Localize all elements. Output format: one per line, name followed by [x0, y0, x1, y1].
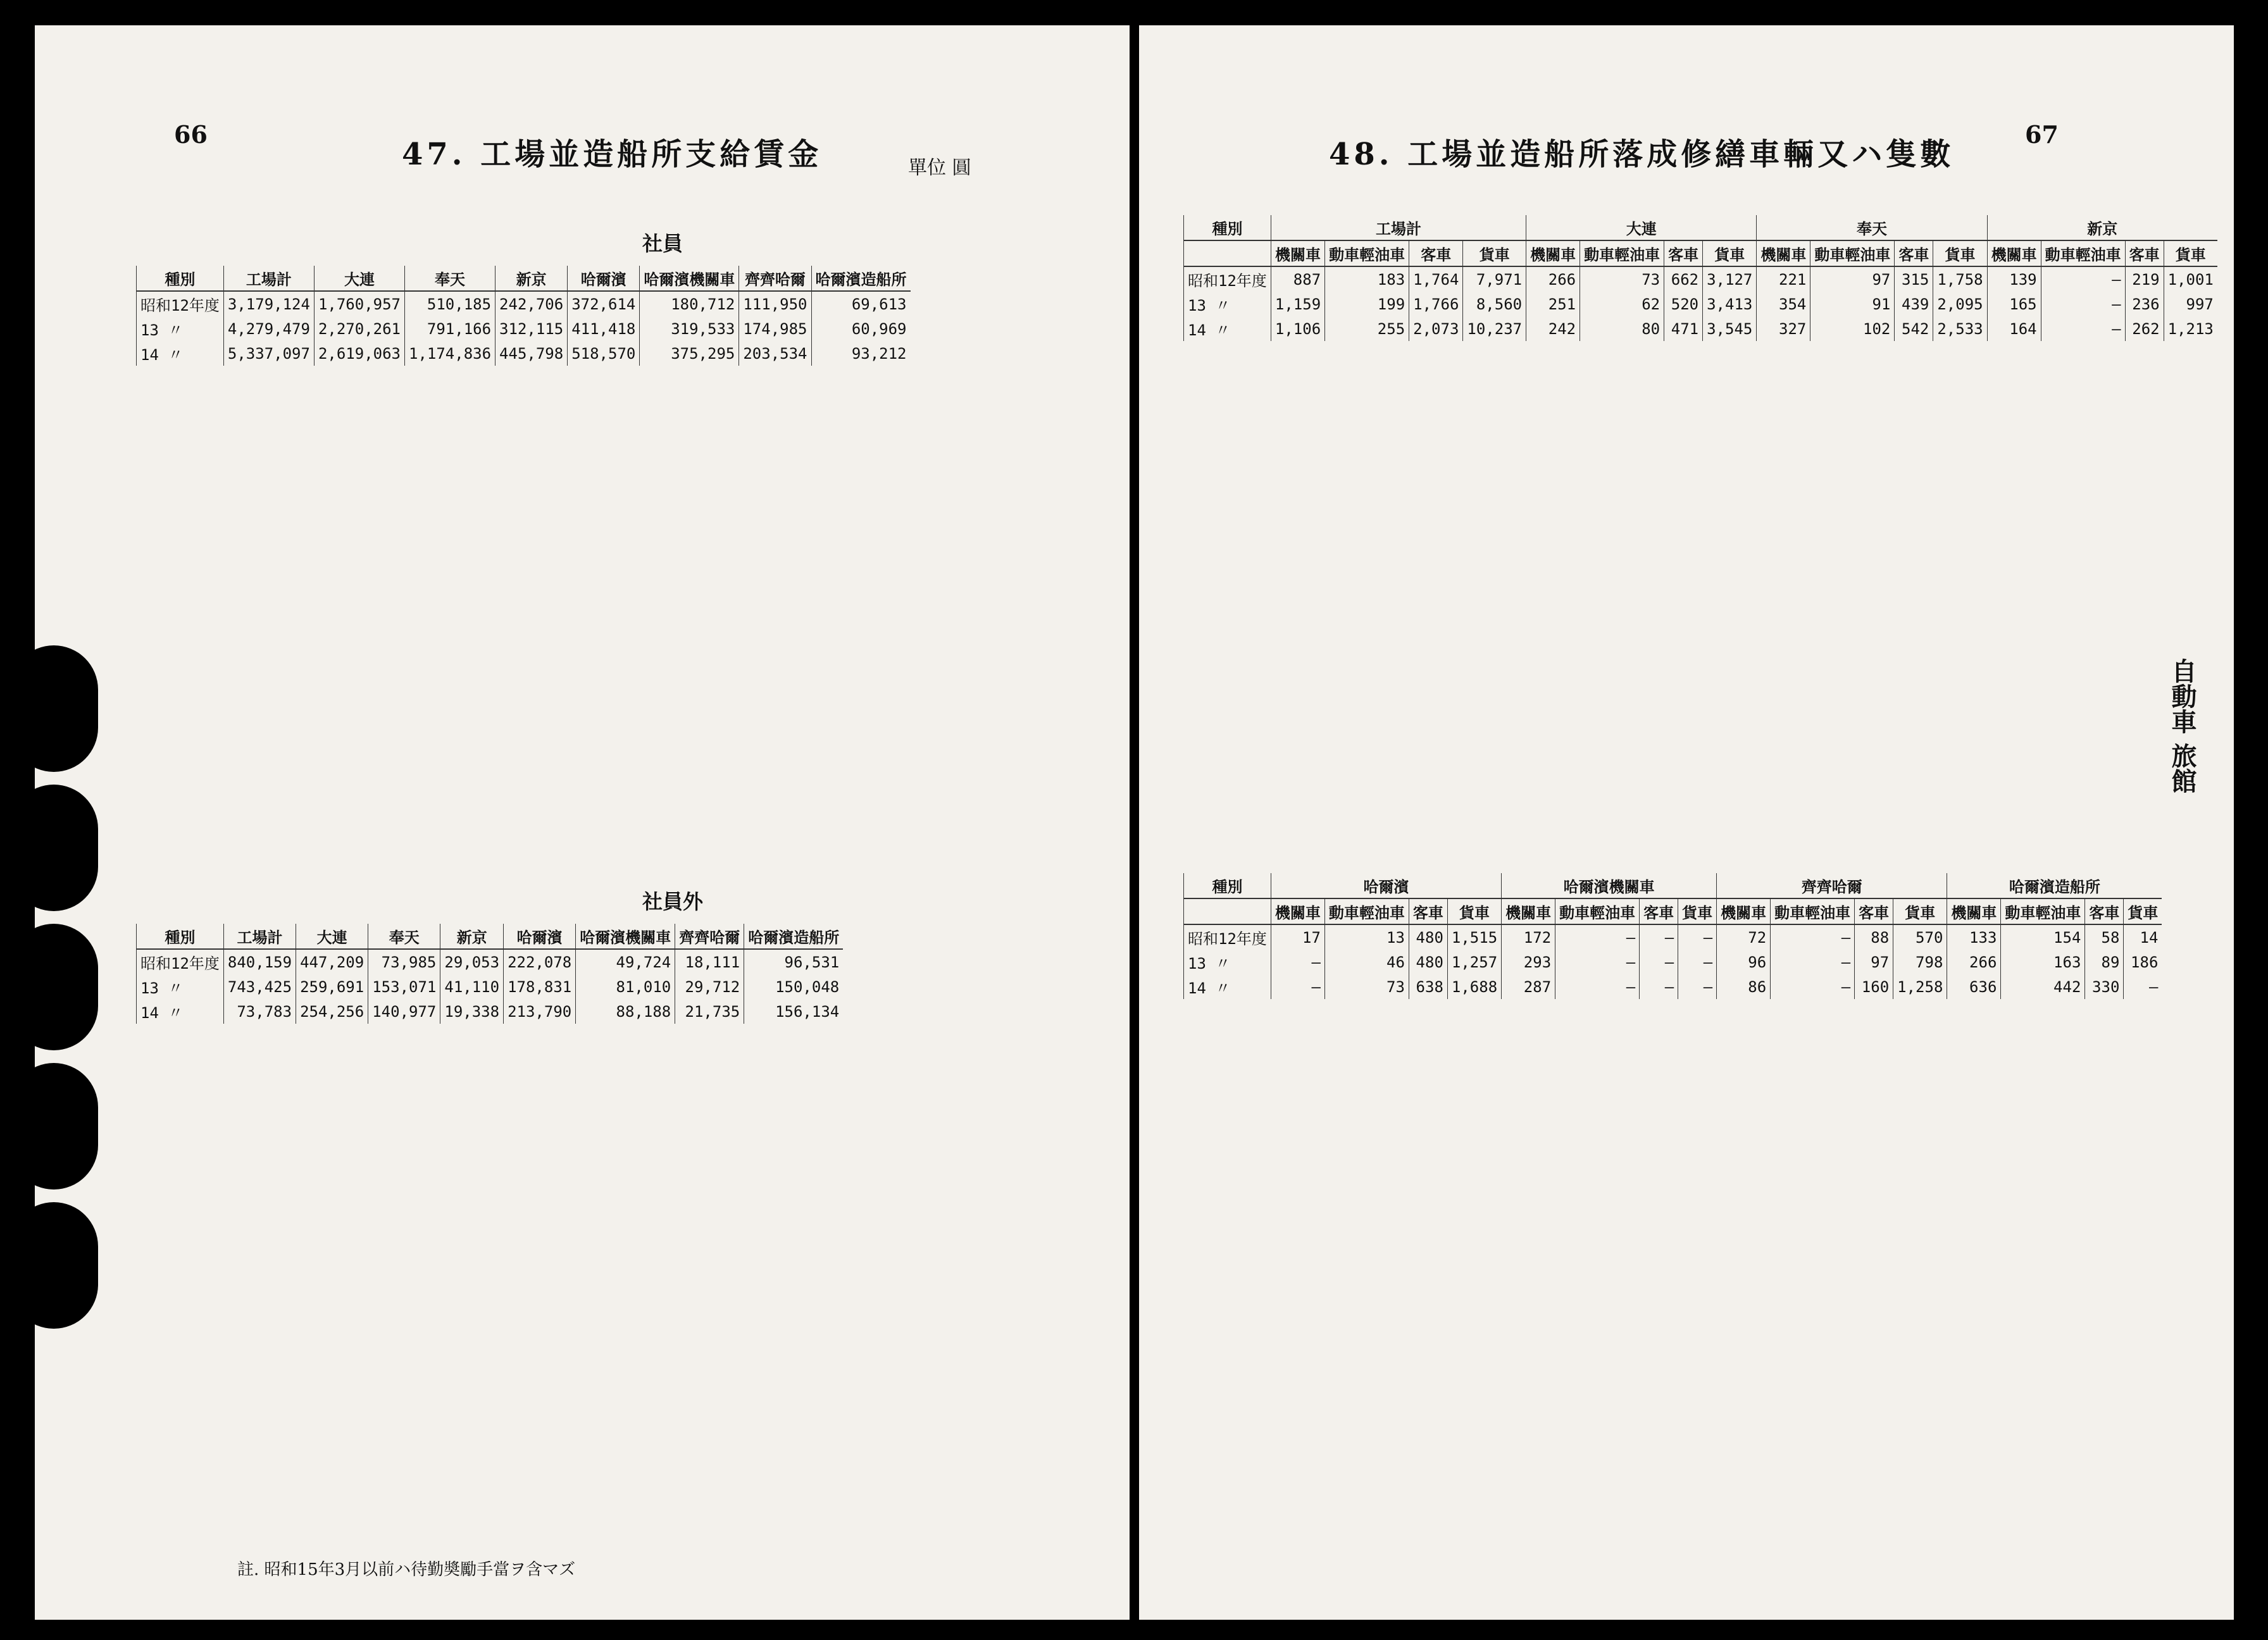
table-cell: 743,425 [223, 974, 296, 999]
table-row [137, 316, 911, 341]
section-heading: 社員 [642, 232, 683, 256]
table-cell: 236 [2125, 292, 2164, 316]
table-cell: 3,179,124 [223, 291, 314, 316]
table-cell: 1,257 [1447, 950, 1501, 974]
table-row [137, 949, 844, 974]
table-cell: 19,338 [440, 999, 504, 1024]
table-row [137, 341, 911, 366]
table-cell: 97 [1810, 266, 1895, 292]
column-header: 機關車 [1271, 240, 1324, 266]
column-header: 種別 [137, 266, 224, 291]
row-label: 昭和12年度 [137, 291, 224, 316]
column-header: 大連 [296, 924, 368, 949]
table-cell: — [1555, 974, 1640, 999]
column-header: 貨車 [1703, 240, 1757, 266]
wages-table-staff [136, 266, 911, 366]
table-cell: 266 [1526, 266, 1580, 292]
table-cell: 96 [1717, 950, 1771, 974]
column-header: 機關車 [1271, 898, 1324, 924]
table-cell: 791,166 [405, 316, 495, 341]
table-cell: 199 [1325, 292, 1409, 316]
table-cell: 510,185 [405, 291, 495, 316]
table-cell: 111,950 [739, 291, 811, 316]
table-cell: 203,534 [739, 341, 811, 366]
table-cell: — [1555, 924, 1640, 950]
table-cell: 2,270,261 [314, 316, 404, 341]
table-row [137, 974, 844, 999]
column-header: 動車輕油車 [2041, 240, 2125, 266]
table-cell: 520 [1664, 292, 1703, 316]
table-cell: 259,691 [296, 974, 368, 999]
binding-hole [9, 645, 98, 772]
column-header: 奉天 [368, 924, 440, 949]
column-header: 貨車 [1463, 240, 1526, 266]
table-cell: — [1771, 974, 1855, 999]
column-header: 機關車 [1947, 898, 2001, 924]
table-cell: 570 [1893, 924, 1947, 950]
column-header: 哈爾濱造船所 [811, 266, 911, 291]
table-cell: 160 [1855, 974, 1893, 999]
table-cell: 2,533 [1933, 316, 1987, 341]
table-cell: 4,279,479 [223, 316, 314, 341]
binding-hole [9, 1202, 98, 1329]
table-cell: 133 [1947, 924, 2001, 950]
table-cell: 840,159 [223, 949, 296, 974]
column-header: 新京 [495, 266, 568, 291]
row-label: 13 〃 [137, 974, 224, 999]
table-row [1184, 266, 2217, 292]
section-heading: 社員外 [642, 890, 704, 914]
column-header: 動車輕油車 [1771, 898, 1855, 924]
table-cell: 8,560 [1463, 292, 1526, 316]
table-row [1184, 974, 2162, 999]
table-cell: 542 [1895, 316, 1933, 341]
unit-label: 單位 圓 [908, 157, 971, 179]
table-cell: 354 [1757, 292, 1810, 316]
table-cell: 251 [1526, 292, 1580, 316]
table-cell: — [1271, 974, 1324, 999]
table-cell: 242 [1526, 316, 1580, 341]
column-header: 貨車 [2164, 240, 2217, 266]
column-header: 貨車 [2124, 898, 2162, 924]
column-header: 客車 [1640, 898, 1678, 924]
table-cell: 174,985 [739, 316, 811, 341]
table-cell: 254,256 [296, 999, 368, 1024]
column-header: 貨車 [1933, 240, 1987, 266]
row-label: 13 〃 [1184, 292, 1271, 316]
table-cell: 150,048 [744, 974, 844, 999]
table-cell: 480 [1409, 924, 1447, 950]
group-header: 新京 [1987, 215, 2217, 240]
page-number: 67 [2025, 120, 2059, 149]
table-cell: 445,798 [495, 341, 568, 366]
table-cell: 62 [1580, 292, 1664, 316]
table-cell: 69,613 [811, 291, 911, 316]
table-cell: 213,790 [504, 999, 576, 1024]
column-header: 機關車 [1526, 240, 1580, 266]
table-cell: 89 [2085, 950, 2124, 974]
column-header [1184, 240, 1271, 266]
table-cell: 327 [1757, 316, 1810, 341]
table-cell: 10,237 [1463, 316, 1526, 341]
table-cell: 2,619,063 [314, 341, 404, 366]
table-cell: 41,110 [440, 974, 504, 999]
table-cell: 887 [1271, 266, 1324, 292]
table-row [1184, 292, 2217, 316]
table-cell: 163 [2001, 950, 2085, 974]
column-header: 哈爾濱機關車 [576, 924, 675, 949]
table-cell: 315 [1895, 266, 1933, 292]
table-cell: 91 [1810, 292, 1895, 316]
column-header: 貨車 [1447, 898, 1501, 924]
table-cell: 518,570 [568, 341, 640, 366]
table-row [1184, 316, 2217, 341]
column-header: 哈爾濱 [504, 924, 576, 949]
column-header: 客車 [1895, 240, 1933, 266]
table-cell: 442 [2001, 974, 2085, 999]
column-header: 動車輕油車 [1580, 240, 1664, 266]
column-header: 客車 [1409, 240, 1463, 266]
table-cell: 1,760,957 [314, 291, 404, 316]
binding-hole [9, 924, 98, 1050]
table-cell: 2,095 [1933, 292, 1987, 316]
table-cell: 411,418 [568, 316, 640, 341]
table-row [1184, 950, 2162, 974]
column-header: 動車輕油車 [2001, 898, 2085, 924]
table-cell: 439 [1895, 292, 1933, 316]
table-cell: 17 [1271, 924, 1324, 950]
group-header: 哈爾濱造船所 [1947, 873, 2162, 898]
column-header: 動車輕油車 [1810, 240, 1895, 266]
table-cell: 172 [1502, 924, 1555, 950]
table-cell: — [2041, 316, 2125, 341]
table-cell: 5,337,097 [223, 341, 314, 366]
column-header: 哈爾濱 [568, 266, 640, 291]
column-header: 工場計 [223, 266, 314, 291]
table-cell: 72 [1717, 924, 1771, 950]
table-cell: — [1771, 950, 1855, 974]
table-cell: 447,209 [296, 949, 368, 974]
table-cell: 3,127 [1703, 266, 1757, 292]
group-header: 大連 [1526, 215, 1757, 240]
column-header: 機關車 [1717, 898, 1771, 924]
table-cell: 798 [1893, 950, 1947, 974]
row-label: 昭和12年度 [1184, 266, 1271, 292]
table-cell: 1,213 [2164, 316, 2217, 341]
table-cell: 178,831 [504, 974, 576, 999]
table-cell: 319,533 [640, 316, 739, 341]
table-cell: 18,111 [675, 949, 744, 974]
column-header: 動車輕油車 [1324, 898, 1409, 924]
table-cell: 164 [1987, 316, 2041, 341]
table-cell: 139 [1987, 266, 2041, 292]
left-page [35, 25, 1130, 1620]
table-cell: 154 [2001, 924, 2085, 950]
table-cell: 13 [1324, 924, 1409, 950]
column-header: 客車 [1664, 240, 1703, 266]
page-number: 66 [174, 120, 208, 149]
table-cell: 287 [1502, 974, 1555, 999]
table-cell: 180,712 [640, 291, 739, 316]
binding-hole [9, 785, 98, 911]
group-header: 哈爾濱機關車 [1502, 873, 1717, 898]
table-cell: 636 [1947, 974, 2001, 999]
group-header: 工場計 [1271, 215, 1526, 240]
row-label: 13 〃 [1184, 950, 1271, 974]
table-cell: 60,969 [811, 316, 911, 341]
table-cell: 3,413 [1703, 292, 1757, 316]
table-cell: 221 [1757, 266, 1810, 292]
table-cell: 662 [1664, 266, 1703, 292]
table-cell: 372,614 [568, 291, 640, 316]
table-cell: — [2041, 292, 2125, 316]
column-header: 奉天 [405, 266, 495, 291]
table-cell: 1,766 [1409, 292, 1463, 316]
table-cell: 81,010 [576, 974, 675, 999]
table-cell: 219 [2125, 266, 2164, 292]
column-header: 動車輕油車 [1555, 898, 1640, 924]
binding-hole [9, 1063, 98, 1190]
table-cell: 293 [1502, 950, 1555, 974]
table-cell: 88 [1855, 924, 1893, 950]
right-page [1139, 25, 2234, 1620]
table-cell: 102 [1810, 316, 1895, 341]
table-title: 48. 工場並造船所落成修繕車輛又ハ隻數 [1329, 137, 1955, 172]
vehicles-table-2 [1183, 873, 2162, 999]
table-cell: 255 [1325, 316, 1409, 341]
wages-table-nonstaff [136, 924, 843, 1024]
table-cell: — [1678, 924, 1717, 950]
table-cell: 96,531 [744, 949, 844, 974]
column-header: 客車 [2085, 898, 2124, 924]
column-header: 客車 [1409, 898, 1447, 924]
table-cell: — [1678, 974, 1717, 999]
table-cell: 1,159 [1271, 292, 1324, 316]
column-header: 齊齊哈爾 [675, 924, 744, 949]
table-cell: 186 [2124, 950, 2162, 974]
table-cell: — [1640, 950, 1678, 974]
table-row [1184, 924, 2162, 950]
table-cell: 29,712 [675, 974, 744, 999]
group-header: 哈爾濱 [1271, 873, 1501, 898]
table-cell: — [1771, 924, 1855, 950]
footnote: 註. 昭和15年3月以前ハ待勤奬勵手當ヲ含マズ [237, 1560, 576, 1579]
row-label: 昭和12年度 [137, 949, 224, 974]
margin-note: 自動車 旅館 [2167, 658, 2197, 793]
row-label: 14 〃 [1184, 974, 1271, 999]
table-cell: 1,764 [1409, 266, 1463, 292]
table-title: 47. 工場並造船所支給賃金 [402, 137, 823, 172]
column-header: 客車 [1855, 898, 1893, 924]
table-cell: 222,078 [504, 949, 576, 974]
table-cell: 7,971 [1463, 266, 1526, 292]
table-cell: 471 [1664, 316, 1703, 341]
table-cell: 480 [1409, 950, 1447, 974]
table-cell: — [1271, 950, 1324, 974]
table-cell: — [1640, 924, 1678, 950]
table-cell: 29,053 [440, 949, 504, 974]
table-cell: — [1678, 950, 1717, 974]
table-cell: 140,977 [368, 999, 440, 1024]
row-label: 14 〃 [137, 999, 224, 1024]
column-header: 動車輕油車 [1325, 240, 1409, 266]
table-cell: 3,545 [1703, 316, 1757, 341]
table-cell: 73 [1580, 266, 1664, 292]
table-cell: 1,758 [1933, 266, 1987, 292]
table-row [137, 999, 844, 1024]
table-cell: 86 [1717, 974, 1771, 999]
table-cell: 88,188 [576, 999, 675, 1024]
table-cell: 165 [1987, 292, 2041, 316]
row-label: 14 〃 [1184, 316, 1271, 341]
table-cell: 1,106 [1271, 316, 1324, 341]
table-cell: 312,115 [495, 316, 568, 341]
row-label: 14 〃 [137, 341, 224, 366]
column-header: 新京 [440, 924, 504, 949]
table-cell: 1,174,836 [405, 341, 495, 366]
table-cell: 1,688 [1447, 974, 1501, 999]
table-cell: 1,258 [1893, 974, 1947, 999]
group-header: 齊齊哈爾 [1717, 873, 1947, 898]
group-header: 奉天 [1757, 215, 1987, 240]
column-header: 哈爾濱造船所 [744, 924, 844, 949]
table-cell: 21,735 [675, 999, 744, 1024]
table-row [137, 291, 911, 316]
table-cell: — [1640, 974, 1678, 999]
table-cell: 156,134 [744, 999, 844, 1024]
row-label: 昭和12年度 [1184, 924, 1271, 950]
column-header: 機關車 [1757, 240, 1810, 266]
column-header: 工場計 [223, 924, 296, 949]
table-cell: 49,724 [576, 949, 675, 974]
column-header: 客車 [2125, 240, 2164, 266]
column-header: 機關車 [1502, 898, 1555, 924]
column-header: 哈爾濱機關車 [640, 266, 739, 291]
table-cell: 1,001 [2164, 266, 2217, 292]
table-cell: 262 [2125, 316, 2164, 341]
table-cell: 14 [2124, 924, 2162, 950]
table-cell: 73 [1324, 974, 1409, 999]
vehicles-table-1 [1183, 215, 2217, 341]
table-cell: 330 [2085, 974, 2124, 999]
column-header: 貨車 [1893, 898, 1947, 924]
table-cell: 638 [1409, 974, 1447, 999]
table-cell: — [2041, 266, 2125, 292]
table-cell: 97 [1855, 950, 1893, 974]
table-cell: 153,071 [368, 974, 440, 999]
column-header: 大連 [314, 266, 404, 291]
column-header: 種別 [1184, 215, 1271, 240]
table-cell: 58 [2085, 924, 2124, 950]
column-header [1184, 898, 1271, 924]
column-header: 種別 [137, 924, 224, 949]
table-cell: 93,212 [811, 341, 911, 366]
column-header: 貨車 [1678, 898, 1717, 924]
column-header: 齊齊哈爾 [739, 266, 811, 291]
table-cell: 46 [1324, 950, 1409, 974]
row-label: 13 〃 [137, 316, 224, 341]
table-cell: 80 [1580, 316, 1664, 341]
table-cell: 266 [1947, 950, 2001, 974]
table-cell: 183 [1325, 266, 1409, 292]
table-cell: 73,783 [223, 999, 296, 1024]
table-cell: 375,295 [640, 341, 739, 366]
table-cell: — [2124, 974, 2162, 999]
table-cell: 2,073 [1409, 316, 1463, 341]
column-header: 機關車 [1987, 240, 2041, 266]
table-cell: 73,985 [368, 949, 440, 974]
table-cell: — [1555, 950, 1640, 974]
table-cell: 1,515 [1447, 924, 1501, 950]
table-cell: 242,706 [495, 291, 568, 316]
column-header: 種別 [1184, 873, 1271, 898]
table-cell: 997 [2164, 292, 2217, 316]
